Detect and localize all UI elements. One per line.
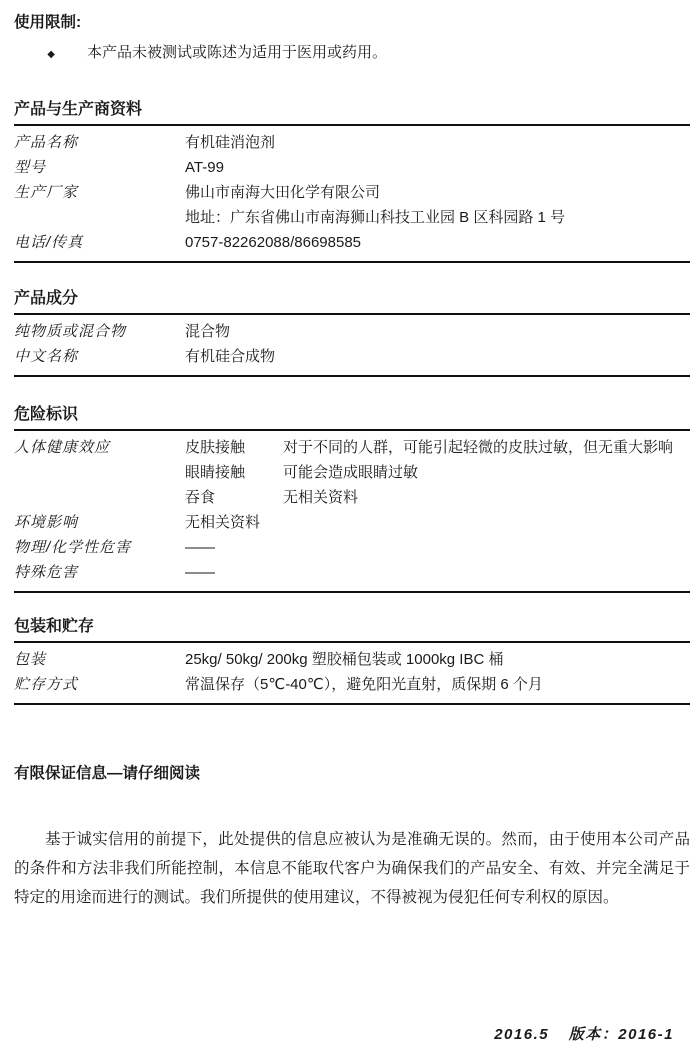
table-row: [14, 560, 690, 585]
table-row: [14, 672, 690, 697]
section-body: [14, 315, 690, 377]
table-row: [14, 180, 690, 205]
row-description: 可能会造成眼睛过敏: [283, 464, 419, 481]
row-sublabel: 无相关资料: [185, 514, 261, 531]
table-row: [14, 485, 690, 510]
document-content: [14, 12, 690, 912]
usage-restriction-text: 本产品未被测试或陈述为适用于医用或药用。: [87, 44, 388, 61]
row-label: 贮存方式: [14, 676, 79, 693]
row-label: 特殊危害: [14, 564, 79, 581]
row-value: 有机硅合成物: [185, 348, 276, 365]
row-label: 产品名称: [14, 134, 79, 151]
row-description: 无相关资料: [283, 489, 359, 506]
row-label: 环境影响: [14, 514, 79, 531]
section-packaging-storage: [14, 617, 690, 705]
row-sublabel: 眼睛接触: [185, 464, 246, 481]
warranty-paragraph: 基于诚实信用的前提下，此处提供的信息应被认为是准确无误的。然而，由于使用本公司产品的条件和方法非我们所能控制，本信息不能取代客户为确保我们的产品安全、有效、并完全满足于特定的用途而进行的测试。我们所提供的使用建议，不得被视为侵犯任何专利权的原因。: [14, 831, 690, 906]
row-label: 中文名称: [14, 348, 79, 365]
section-hazard-identification: [14, 405, 690, 593]
row-sublabel: 吞食: [185, 489, 216, 506]
row-label: 型号: [14, 159, 47, 176]
row-label: 纯物质或混合物: [14, 323, 127, 340]
section-body: [14, 643, 690, 705]
diamond-bullet-icon: ◆: [47, 49, 55, 60]
table-row: [14, 535, 690, 560]
warranty-title: 有限保证信息—请仔细阅读: [14, 765, 201, 782]
table-row: [14, 205, 690, 230]
row-sublabel: 皮肤接触: [185, 439, 246, 456]
section-title: 危险标识: [14, 405, 690, 431]
row-value: 0757-82262088/86698585: [185, 234, 362, 251]
row-label: 生产厂家: [14, 184, 79, 201]
row-value: AT-99: [185, 159, 224, 176]
row-value: 常温保存（5℃-40℃），避免阳光直射，质保期 6 个月: [185, 676, 543, 693]
section-title: 产品与生产商资料: [14, 100, 690, 126]
row-label: 物理/化学性危害: [14, 539, 132, 556]
table-row: [14, 130, 690, 155]
row-sublabel: ——: [185, 564, 215, 581]
warranty-section: [14, 763, 690, 912]
footer-version: 版本：2016-1: [568, 1026, 674, 1043]
section-body: [14, 431, 690, 593]
row-description: 对于不同的人群，可能引起轻微的皮肤过敏，但无重大影响: [283, 439, 674, 456]
row-label: 人体健康效应: [14, 439, 111, 456]
usage-restriction-title: 使用限制:: [14, 14, 82, 31]
row-sublabel: ——: [185, 539, 215, 556]
row-value: 25kg/ 50kg/ 200kg 塑胶桶包装或 1000kg IBC 桶: [185, 651, 504, 668]
footer-date: 2016.5: [494, 1026, 550, 1043]
table-row: [14, 344, 690, 369]
row-value: 有机硅消泡剂: [185, 134, 276, 151]
table-row: [14, 319, 690, 344]
version-footer: [494, 1023, 674, 1044]
usage-restriction-item: [14, 42, 690, 66]
table-row: [14, 460, 690, 485]
row-value: 地址：广东省佛山市南海狮山科技工业园 B 区科园路 1 号: [185, 209, 566, 226]
table-row: [14, 155, 690, 180]
row-value: 佛山市南海大田化学有限公司: [185, 184, 381, 201]
section-body: [14, 126, 690, 263]
row-label: 电话/传真: [14, 234, 84, 251]
section-product-composition: [14, 289, 690, 377]
row-value: 混合物: [185, 323, 231, 340]
table-row: [14, 435, 690, 460]
row-label: 包装: [14, 651, 47, 668]
section-product-manufacturer: [14, 100, 690, 263]
section-title: 产品成分: [14, 289, 690, 315]
usage-restriction-section: [14, 12, 690, 66]
table-row: [14, 230, 690, 255]
table-row: [14, 510, 690, 535]
table-row: [14, 647, 690, 672]
section-title: 包装和贮存: [14, 617, 690, 643]
